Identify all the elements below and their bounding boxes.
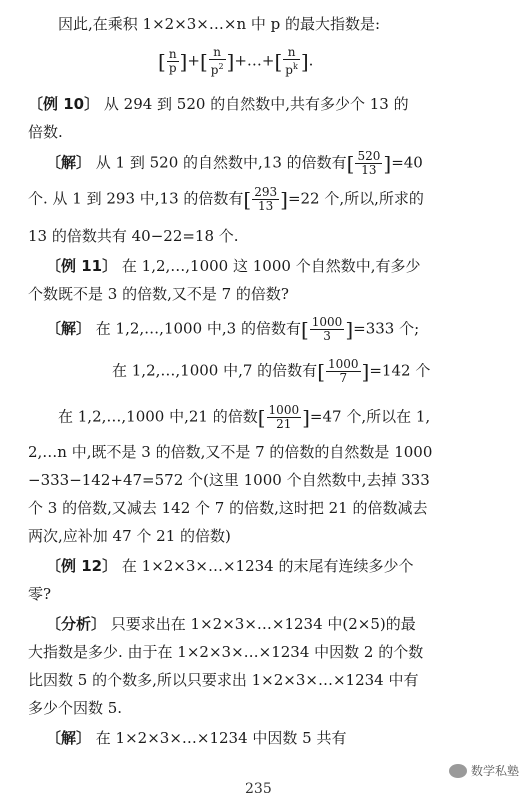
solution-12: 〔解〕 在 1×2×3×…×1234 中因数 5 共有 — [46, 729, 347, 747]
example-12: 〔例 12〕 在 1×2×3×…×1234 的末尾有连续多少个 — [46, 557, 414, 575]
wechat-icon — [449, 764, 467, 778]
text-line: 在 1,2,…,1000 中,21 的倍数[ $\frac{1000}{21}$ ]=47 个,所以在 1, — [58, 403, 431, 431]
solution-label: 〔解〕 — [46, 153, 92, 172]
solution-label: 〔解〕 — [46, 729, 92, 747]
fraction: $\frac{n}{p}$ — [168, 47, 177, 75]
analysis-12: 〔分析〕 只要求出在 1×2×3×…×1234 中(2×5)的最 — [46, 615, 416, 633]
text-line: 比因数 5 的个数多,所以只要求出 1×2×3×…×1234 中有 — [28, 671, 419, 689]
text-line: 倍数. — [28, 123, 63, 141]
fraction: $\frac{1000}{3}$ — [311, 315, 343, 343]
formula-line: [ $\frac{n}{p}$ ]+[ $\frac{n}{p^2}$ ]+…+[ $\frac{n}{p^k}$ ]. — [158, 45, 314, 77]
watermark: 数学私塾 — [449, 762, 519, 779]
fraction: $\frac{n}{p^k}$ — [285, 45, 298, 77]
text-line: 个数既不是 3 的倍数,又不是 7 的倍数? — [28, 285, 289, 303]
analysis-label: 〔分析〕 — [46, 615, 107, 633]
example-label: 〔例 11〕 — [46, 257, 118, 275]
text-line: 2,…n 中,既不是 3 的倍数,又不是 7 的倍数的自然数是 1000 — [28, 443, 433, 461]
fraction: $\frac{293}{13}$ — [254, 185, 278, 213]
text-line: 个. 从 1 到 293 中,13 的倍数有[ $\frac{293}{13}$ ]=22 个,所以,所求的 — [28, 185, 424, 213]
text-line: 在 1,2,…,1000 中,7 的倍数有[ $\frac{1000}{7}$ ]=142 个 — [112, 357, 431, 385]
text-line: 13 的倍数共有 40−22=18 个. — [28, 227, 239, 245]
example-label: 〔例 10〕 — [28, 95, 100, 113]
fraction: $\frac{520}{13}$ — [357, 149, 381, 177]
solution-11: 〔解〕 在 1,2,…,1000 中,3 的倍数有[ $\frac{1000}{3}$ ]=333 个; — [46, 315, 420, 343]
text-line: 两次,应补加 47 个 21 的倍数) — [28, 527, 231, 545]
text-line: 零? — [28, 585, 52, 603]
text-line: 大指数是多少. 由于在 1×2×3×…×1234 中因数 2 的个数 — [28, 643, 424, 661]
solution-label: 〔解〕 — [46, 319, 92, 338]
text-line: 多少个因数 5. — [28, 699, 123, 717]
example-11: 〔例 11〕 在 1,2,…,1000 这 1000 个自然数中,有多少 — [46, 257, 421, 275]
text-line: 个 3 的倍数,又减去 142 个 7 的倍数,这时把 21 的倍数减去 — [28, 499, 428, 517]
fraction: $\frac{1000}{21}$ — [268, 403, 300, 431]
solution-10: 〔解〕 从 1 到 520 的自然数中,13 的倍数有[ $\frac{520}{13}$ ]=40 — [46, 149, 423, 177]
text-line: −333−142+47=572 个(这里 1000 个自然数中,去掉 333 — [28, 471, 430, 489]
text-line: 因此,在乘积 1×2×3×…×n 中 p 的最大指数是: — [58, 15, 381, 33]
fraction: $\frac{1000}{7}$ — [328, 357, 359, 385]
example-label: 〔例 12〕 — [46, 557, 118, 575]
fraction: $\frac{n}{p^2}$ — [210, 45, 224, 77]
example-10: 〔例 10〕 从 294 到 520 的自然数中,共有多少个 13 的 — [28, 95, 409, 113]
page-number: 235 — [245, 781, 272, 797]
